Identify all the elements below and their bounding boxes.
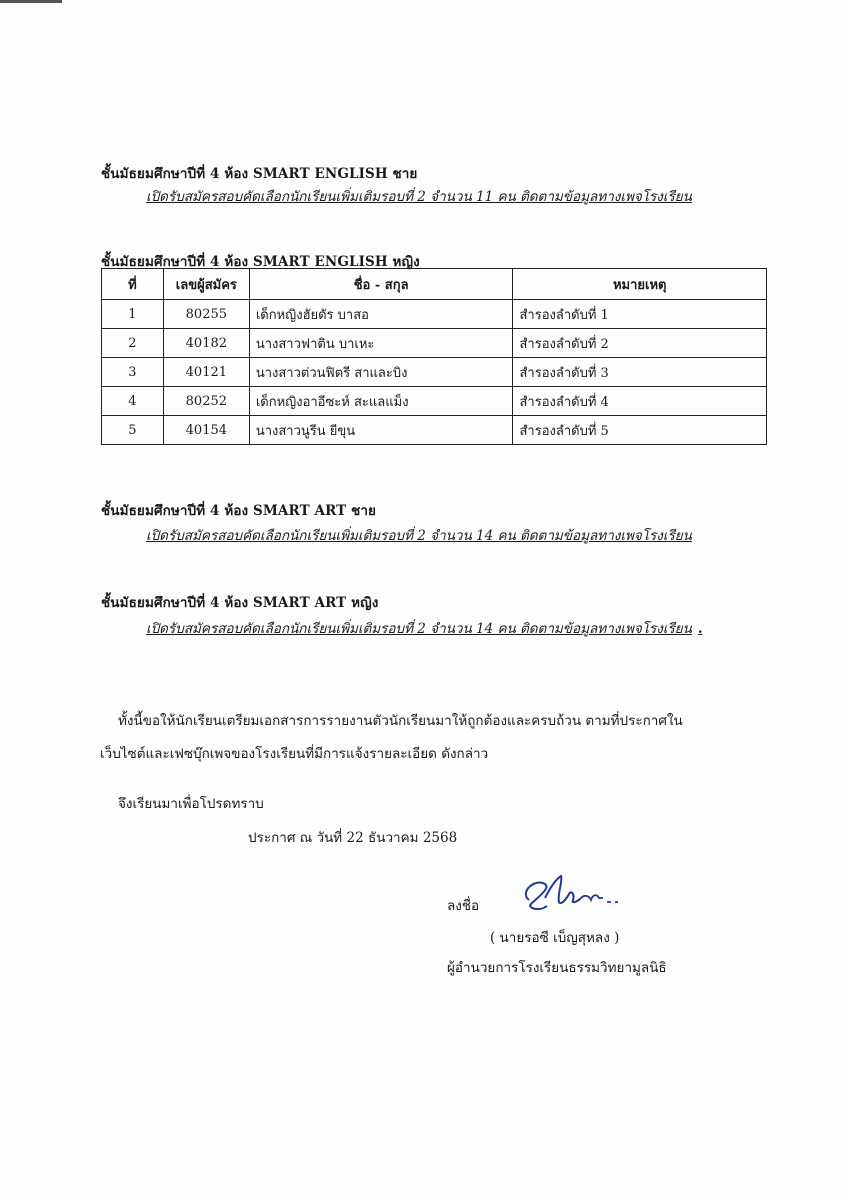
table-row bbox=[102, 416, 767, 445]
cell-no: 3 bbox=[102, 358, 164, 387]
reserve-list-table bbox=[101, 268, 767, 445]
table-row bbox=[102, 387, 767, 416]
cell-no: 4 bbox=[102, 387, 164, 416]
table-row bbox=[102, 329, 767, 358]
section-heading-art-male: ชั้นมัธยมศึกษาปีที่ 4 ห้อง SMART ART ชาย bbox=[101, 503, 377, 519]
cell-applicant-id: 80255 bbox=[163, 300, 249, 329]
cell-remark: สำรองลำดับที่ 3 bbox=[513, 358, 767, 387]
cell-full-name: เด็กหญิงฮัยดัร บาสอ bbox=[249, 300, 513, 329]
instruction-line-1: ทั้งนี้ขอให้นักเรียนเตรียมเอกสารการรายงานตัวนักเรียนมาให้ถูกต้องและครบถ้วน ตามที่ประกาศใน bbox=[118, 713, 683, 729]
cell-no: 2 bbox=[102, 329, 164, 358]
cell-full-name: นางสาวนูรีน ยีขุน bbox=[249, 416, 513, 445]
signer-title: ผู้อำนวยการโรงเรียนธรรมวิทยามูลนิธิ bbox=[447, 960, 667, 976]
table-row bbox=[102, 358, 767, 387]
cell-no: 1 bbox=[102, 300, 164, 329]
section-heading-english-male: ชั้นมัธยมศึกษาปีที่ 4 ห้อง SMART ENGLISH ชาย bbox=[101, 166, 418, 182]
header-applicant-id: เลขผู้สมัคร bbox=[163, 269, 249, 300]
section-heading-art-female: ชั้นมัธยมศึกษาปีที่ 4 ห้อง SMART ART หญิง bbox=[101, 595, 379, 611]
announcement-date: ประกาศ ณ วันที่ 22 ธันวาคม 2568 bbox=[248, 830, 458, 846]
instruction-line-2: เว็บไซต์และเฟซบุ๊กเพจของโรงเรียนที่มีการแจ้งรายละเอียด ดังกล่าว bbox=[100, 746, 489, 762]
trailing-period: . bbox=[697, 621, 703, 637]
header-full-name: ชื่อ - สกุล bbox=[249, 269, 513, 300]
cell-remark: สำรองลำดับที่ 1 bbox=[513, 300, 767, 329]
cell-full-name: นางสาวฟาติน บาเหะ bbox=[249, 329, 513, 358]
cell-applicant-id: 80252 bbox=[163, 387, 249, 416]
notice-art-female-text: เปิดรับสมัครสอบคัดเลือกนักเรียนเพิ่มเติมรอบที่ 2 จำนวน 14 คน ติดตามข้อมูลทางเพจโรงเรียน bbox=[146, 621, 692, 637]
notice-art-female bbox=[146, 617, 703, 639]
table-row bbox=[102, 300, 767, 329]
handwritten-signature bbox=[515, 868, 635, 918]
cell-full-name: นางสาวต่วนฟิตรี สาและบิง bbox=[249, 358, 513, 387]
cell-remark: สำรองลำดับที่ 2 bbox=[513, 329, 767, 358]
closing-line: จึงเรียนมาเพื่อโปรดทราบ bbox=[118, 796, 264, 812]
cell-applicant-id: 40182 bbox=[163, 329, 249, 358]
cell-full-name: เด็กหญิงอาอีซะห์ สะแลแม็ง bbox=[249, 387, 513, 416]
notice-art-male: เปิดรับสมัครสอบคัดเลือกนักเรียนเพิ่มเติมรอบที่ 2 จำนวน 14 คน ติดตามข้อมูลทางเพจโรงเรียน bbox=[146, 528, 692, 544]
cell-applicant-id: 40154 bbox=[163, 416, 249, 445]
notice-english-male: เปิดรับสมัครสอบคัดเลือกนักเรียนเพิ่มเติมรอบที่ 2 จำนวน 11 คน ติดตามข้อมูลทางเพจโรงเรียน bbox=[146, 189, 692, 205]
signer-name: ( นายรอซี เบ็ญสุหลง ) bbox=[490, 930, 620, 946]
cell-remark: สำรองลำดับที่ 5 bbox=[513, 416, 767, 445]
header-no: ที่ bbox=[102, 269, 164, 300]
header-remark: หมายเหตุ bbox=[513, 269, 767, 300]
section-heading-english-female: ชั้นมัธยมศึกษาปีที่ 4 ห้อง SMART ENGLISH หญิง bbox=[101, 254, 420, 270]
scan-edge-mark bbox=[0, 0, 62, 3]
cell-no: 5 bbox=[102, 416, 164, 445]
instruction-paragraph bbox=[100, 705, 728, 771]
cell-remark: สำรองลำดับที่ 4 bbox=[513, 387, 767, 416]
table-header-row bbox=[102, 269, 767, 300]
cell-applicant-id: 40121 bbox=[163, 358, 249, 387]
signature-label: ลงชื่อ bbox=[447, 898, 480, 914]
